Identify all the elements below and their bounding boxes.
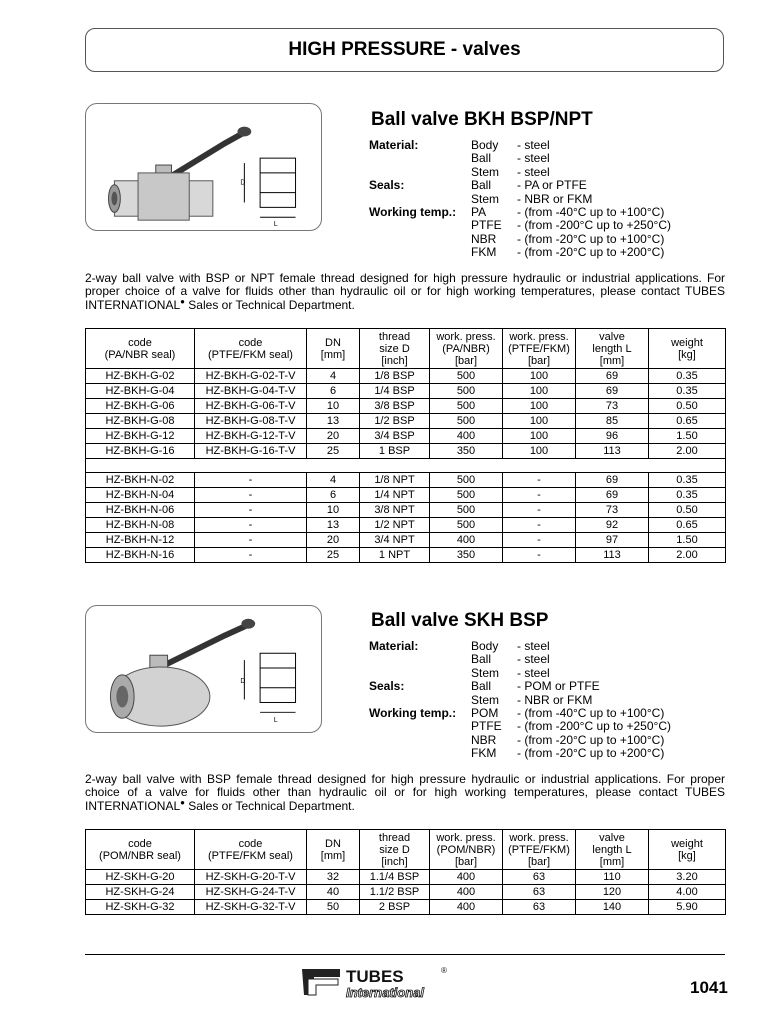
column-header: code (PA/NBR seal) — [86, 329, 195, 369]
table-cell: HZ-BKH-G-16-T-V — [195, 444, 307, 459]
table-cell: 500 — [430, 518, 503, 533]
table-cell: 400 — [430, 429, 503, 444]
svg-text:L: L — [273, 221, 278, 229]
table-cell: 3/4 NPT — [360, 533, 430, 548]
table-cell: 5.90 — [649, 900, 726, 915]
table-row — [86, 384, 726, 399]
table-cell: HZ-BKH-N-16 — [86, 548, 195, 563]
table-cell: 13 — [307, 414, 360, 429]
page-number: 1041 — [690, 978, 728, 997]
spec-row — [369, 720, 671, 733]
table-cell: 1/4 NPT — [360, 488, 430, 503]
table-cell: 6 — [307, 488, 360, 503]
footer-divider — [85, 954, 725, 955]
table-cell: 1/8 NPT — [360, 473, 430, 488]
table-cell: 69 — [576, 369, 649, 384]
table-cell: 73 — [576, 503, 649, 518]
table-cell: 140 — [576, 900, 649, 915]
table-cell: 500 — [430, 473, 503, 488]
table-cell: 96 — [576, 429, 649, 444]
table-cell: 6 — [307, 384, 360, 399]
table-cell: 500 — [430, 369, 503, 384]
table-cell: HZ-BKH-G-02-T-V — [195, 369, 307, 384]
table-cell: 400 — [430, 885, 503, 900]
spec-row — [369, 166, 671, 179]
spec-row — [369, 707, 671, 720]
description-text-end: Sales or Technical Department. — [184, 297, 355, 312]
column-header: work. press. (PA/NBR) [bar] — [430, 329, 503, 369]
spec-label: Material: — [369, 138, 419, 152]
table-cell: - — [195, 548, 307, 563]
spacer-cell — [86, 459, 726, 473]
column-header: valve length L [mm] — [576, 830, 649, 870]
table-row — [86, 548, 726, 563]
spec-sub: Body — [471, 138, 499, 152]
column-header: thread size D [inch] — [360, 830, 430, 870]
table-cell: - — [503, 548, 576, 563]
spec-value: - NBR or FKM — [517, 692, 593, 707]
table-cell: 73 — [576, 399, 649, 414]
table-body — [86, 369, 726, 563]
spec-table-skh — [85, 829, 726, 915]
table-cell: 4 — [307, 473, 360, 488]
table-cell: HZ-SKH-G-24-T-V — [195, 885, 307, 900]
spec-row — [369, 680, 671, 693]
table-cell: 10 — [307, 503, 360, 518]
spec-sub: PTFE — [471, 218, 502, 233]
spec-label — [369, 747, 471, 760]
spec-label — [369, 653, 471, 666]
description-text: 2-way ball valve with BSP or NPT female thread designed for high pressure hydraulic or industrial applications. For proper choice of a valve for fluids other than hydraulic oil or for high working temperatures, please contact TUBES INTERNATIONAL — [85, 271, 725, 312]
table-cell: 2.00 — [649, 444, 726, 459]
spec-value: - steel — [517, 151, 550, 166]
table-cell: HZ-BKH-N-12 — [86, 533, 195, 548]
spec-label — [369, 667, 471, 680]
table-cell: HZ-SKH-G-24 — [86, 885, 195, 900]
table-cell: 500 — [430, 488, 503, 503]
table-cell: 40 — [307, 885, 360, 900]
spec-label — [369, 734, 471, 747]
table-cell: HZ-BKH-G-06 — [86, 399, 195, 414]
column-header: code (PTFE/FKM seal) — [195, 830, 307, 870]
table-cell: - — [195, 533, 307, 548]
table-cell: 63 — [503, 885, 576, 900]
spec-value: - (from -200°C up to +250°C) — [517, 218, 671, 233]
table-cell: 350 — [430, 444, 503, 459]
table-cell: 500 — [430, 384, 503, 399]
product-description-bkh — [85, 272, 725, 312]
column-header: DN [mm] — [307, 830, 360, 870]
spec-label — [369, 233, 471, 246]
spec-value: - steel — [517, 138, 550, 152]
spec-row — [369, 206, 671, 219]
table-cell: 1/2 NPT — [360, 518, 430, 533]
product-image-skh — [85, 605, 322, 733]
spec-sub: Ball — [471, 652, 492, 667]
product-title-skh: Ball valve SKH BSP — [371, 610, 549, 631]
spec-value: - (from -20°C up to +200°C) — [517, 245, 665, 260]
table-cell: 100 — [503, 384, 576, 399]
table-cell: 500 — [430, 399, 503, 414]
table-cell: 2 BSP — [360, 900, 430, 915]
table-cell: 0.35 — [649, 369, 726, 384]
spec-label: Seals: — [369, 679, 405, 694]
table-cell: HZ-BKH-G-08-T-V — [195, 414, 307, 429]
table-cell: 100 — [503, 369, 576, 384]
page-title: HIGH PRESSURE - valves — [288, 39, 521, 60]
table-cell: 13 — [307, 518, 360, 533]
table-cell: 0.35 — [649, 473, 726, 488]
spec-sub: Stem — [471, 665, 500, 680]
spec-row — [369, 640, 671, 653]
table-row — [86, 870, 726, 885]
table-cell: 20 — [307, 533, 360, 548]
table-cell: HZ-BKH-G-12 — [86, 429, 195, 444]
spec-sub: Ball — [471, 151, 492, 166]
table-row — [86, 885, 726, 900]
column-header: thread size D [inch] — [360, 329, 430, 369]
column-header: code (PTFE/FKM seal) — [195, 329, 307, 369]
table-row — [86, 503, 726, 518]
table-cell: 1 BSP — [360, 444, 430, 459]
table-cell: 500 — [430, 414, 503, 429]
description-text: 2-way ball valve with BSP female thread designed for high pressure hydraulic or industrial applications. For proper choice of a valve for fluids other than hydraulic oil or for high working temperatures, please contact TUBES INTERNATIONAL — [85, 772, 725, 813]
table-cell: 1/4 BSP — [360, 384, 430, 399]
svg-text:D: D — [240, 179, 246, 187]
spec-table-bkh — [85, 328, 726, 563]
spec-label: Material: — [369, 639, 419, 653]
table-cell: HZ-BKH-G-12-T-V — [195, 429, 307, 444]
table-cell: - — [503, 503, 576, 518]
table-cell: HZ-BKH-G-04-T-V — [195, 384, 307, 399]
table-row — [86, 414, 726, 429]
spec-label — [369, 720, 471, 733]
table-cell: 0.35 — [649, 384, 726, 399]
table-cell: 400 — [430, 533, 503, 548]
spec-row — [369, 734, 671, 747]
product-image-bkh — [85, 103, 322, 231]
spec-block-skh — [369, 640, 671, 761]
table-row — [86, 369, 726, 384]
spec-row — [369, 139, 671, 152]
table-cell: 350 — [430, 548, 503, 563]
table-cell: HZ-BKH-N-02 — [86, 473, 195, 488]
spec-row — [369, 694, 671, 707]
table-cell: - — [503, 473, 576, 488]
spec-sub: NBR — [471, 732, 497, 747]
table-cell: 63 — [503, 900, 576, 915]
table-row — [86, 488, 726, 503]
column-header: work. press. (PTFE/FKM) [bar] — [503, 329, 576, 369]
column-header: work. press. (PTFE/FKM) [bar] — [503, 830, 576, 870]
spec-sub: Stem — [471, 164, 500, 179]
table-cell: 50 — [307, 900, 360, 915]
table-cell: 113 — [576, 548, 649, 563]
spec-label — [369, 694, 471, 707]
table-cell: 4 — [307, 369, 360, 384]
spec-value: - (from -40°C up to +100°C) — [517, 205, 665, 220]
spec-value: - (from -20°C up to +200°C) — [517, 746, 665, 761]
table-cell: - — [195, 518, 307, 533]
spec-value: - (from -200°C up to +250°C) — [517, 719, 671, 734]
spec-label — [369, 152, 471, 165]
spec-sub: Body — [471, 639, 499, 653]
table-cell: HZ-SKH-G-20 — [86, 870, 195, 885]
spec-label — [369, 166, 471, 179]
table-body — [86, 870, 726, 915]
table-cell: 25 — [307, 444, 360, 459]
table-cell: 400 — [430, 900, 503, 915]
spec-value: - PA or PTFE — [517, 178, 587, 193]
spec-value: - POM or PTFE — [517, 679, 600, 694]
spec-value: - (from -20°C up to +100°C) — [517, 732, 665, 747]
spec-row — [369, 233, 671, 246]
spec-sub: Ball — [471, 178, 492, 193]
spec-row — [369, 653, 671, 666]
spec-sub: Stem — [471, 191, 500, 206]
spec-sub: FKM — [471, 746, 497, 761]
table-cell: - — [195, 503, 307, 518]
table-cell: 1.1/4 BSP — [360, 870, 430, 885]
table-row — [86, 429, 726, 444]
table-cell: 1/8 BSP — [360, 369, 430, 384]
spec-label: Working temp.: — [369, 706, 457, 721]
table-row — [86, 518, 726, 533]
spec-value: - NBR or FKM — [517, 191, 593, 206]
table-cell: 69 — [576, 473, 649, 488]
table-cell: - — [195, 473, 307, 488]
table-cell: 20 — [307, 429, 360, 444]
table-spacer-row — [86, 459, 726, 473]
spec-label: Seals: — [369, 178, 405, 193]
table-cell: - — [503, 518, 576, 533]
ball-valve-illustration — [86, 606, 321, 732]
table-cell: HZ-BKH-G-06-T-V — [195, 399, 307, 414]
spec-row — [369, 747, 671, 760]
spec-row — [369, 246, 671, 259]
table-cell: 100 — [503, 414, 576, 429]
logo-registered: ® — [441, 966, 447, 975]
table-cell: - — [503, 533, 576, 548]
spec-label — [369, 246, 471, 259]
table-cell: 10 — [307, 399, 360, 414]
table-cell: 63 — [503, 870, 576, 885]
table-cell: 1.50 — [649, 533, 726, 548]
column-header: weight [kg] — [649, 329, 726, 369]
table-cell: 1.1/2 BSP — [360, 885, 430, 900]
spec-label: Working temp.: — [369, 205, 457, 220]
table-cell: 97 — [576, 533, 649, 548]
table-cell: HZ-BKH-G-04 — [86, 384, 195, 399]
table-cell: 69 — [576, 488, 649, 503]
table-cell: 92 — [576, 518, 649, 533]
table-cell: 25 — [307, 548, 360, 563]
table-row — [86, 399, 726, 414]
spec-value: - steel — [517, 164, 550, 179]
spec-value: - steel — [517, 665, 550, 680]
column-header: work. press. (POM/NBR) [bar] — [430, 830, 503, 870]
table-cell: HZ-BKH-G-08 — [86, 414, 195, 429]
column-header: DN [mm] — [307, 329, 360, 369]
table-cell: 3.20 — [649, 870, 726, 885]
table-cell: 69 — [576, 384, 649, 399]
logo-brand: TUBES — [346, 967, 404, 986]
table-row — [86, 473, 726, 488]
product-title-bkh: Ball valve BKH BSP/NPT — [371, 109, 593, 130]
spec-sub: NBR — [471, 231, 497, 246]
table-row — [86, 533, 726, 548]
table-cell: 110 — [576, 870, 649, 885]
table-cell: 100 — [503, 399, 576, 414]
spec-row — [369, 152, 671, 165]
table-cell: HZ-SKH-G-32-T-V — [195, 900, 307, 915]
table-cell: HZ-SKH-G-32 — [86, 900, 195, 915]
table-cell: 0.65 — [649, 414, 726, 429]
spec-sub: POM — [471, 706, 499, 721]
table-cell: 120 — [576, 885, 649, 900]
spec-label — [369, 193, 471, 206]
table-cell: 113 — [576, 444, 649, 459]
spec-value: - steel — [517, 652, 550, 667]
table-cell: 0.50 — [649, 503, 726, 518]
registered-mark: ● — [180, 296, 185, 306]
table-row — [86, 444, 726, 459]
spec-sub: Ball — [471, 679, 492, 694]
spec-label — [369, 219, 471, 232]
table-cell: 400 — [430, 870, 503, 885]
table-cell: 1.50 — [649, 429, 726, 444]
table-cell: 0.50 — [649, 399, 726, 414]
table-cell: 32 — [307, 870, 360, 885]
table-cell: HZ-BKH-G-16 — [86, 444, 195, 459]
spec-value: - (from -40°C up to +100°C) — [517, 706, 665, 721]
svg-text:L: L — [273, 717, 278, 725]
column-header: valve length L [mm] — [576, 329, 649, 369]
table-cell: 500 — [430, 503, 503, 518]
description-text-end: Sales or Technical Department. — [184, 798, 355, 813]
table-cell: 3/8 NPT — [360, 503, 430, 518]
spec-sub: FKM — [471, 245, 497, 260]
table-cell: HZ-BKH-N-08 — [86, 518, 195, 533]
table-cell: HZ-SKH-G-20-T-V — [195, 870, 307, 885]
table-cell: 4.00 — [649, 885, 726, 900]
table-cell: 85 — [576, 414, 649, 429]
table-cell: 3/4 BSP — [360, 429, 430, 444]
table-header-row — [86, 329, 726, 369]
spec-row — [369, 667, 671, 680]
table-cell: - — [195, 488, 307, 503]
spec-block-bkh — [369, 139, 671, 260]
spec-row — [369, 179, 671, 192]
spec-sub: PTFE — [471, 719, 502, 734]
spec-row — [369, 193, 671, 206]
logo-brand-sub: International — [346, 985, 425, 1000]
table-cell: - — [503, 488, 576, 503]
registered-mark: ● — [180, 797, 185, 807]
table-cell: HZ-BKH-N-04 — [86, 488, 195, 503]
spec-row — [369, 219, 671, 232]
tubes-international-logo — [300, 965, 450, 1001]
table-cell: 0.35 — [649, 488, 726, 503]
column-header: code (POM/NBR seal) — [86, 830, 195, 870]
table-cell: 100 — [503, 429, 576, 444]
table-cell: HZ-BKH-G-02 — [86, 369, 195, 384]
table-cell: 1 NPT — [360, 548, 430, 563]
table-row — [86, 900, 726, 915]
table-cell: HZ-BKH-N-06 — [86, 503, 195, 518]
table-cell: 2.00 — [649, 548, 726, 563]
table-cell: 3/8 BSP — [360, 399, 430, 414]
page-header — [85, 28, 724, 72]
spec-sub: PA — [471, 205, 487, 220]
table-cell: 100 — [503, 444, 576, 459]
column-header: weight [kg] — [649, 830, 726, 870]
svg-text:D: D — [240, 677, 246, 685]
table-cell: 1/2 BSP — [360, 414, 430, 429]
spec-value: - (from -20°C up to +100°C) — [517, 231, 665, 246]
table-header-row — [86, 830, 726, 870]
ball-valve-illustration — [86, 104, 321, 230]
spec-sub: Stem — [471, 692, 500, 707]
product-description-skh — [85, 773, 725, 813]
spec-value: - steel — [517, 639, 550, 653]
table-cell: 0.65 — [649, 518, 726, 533]
